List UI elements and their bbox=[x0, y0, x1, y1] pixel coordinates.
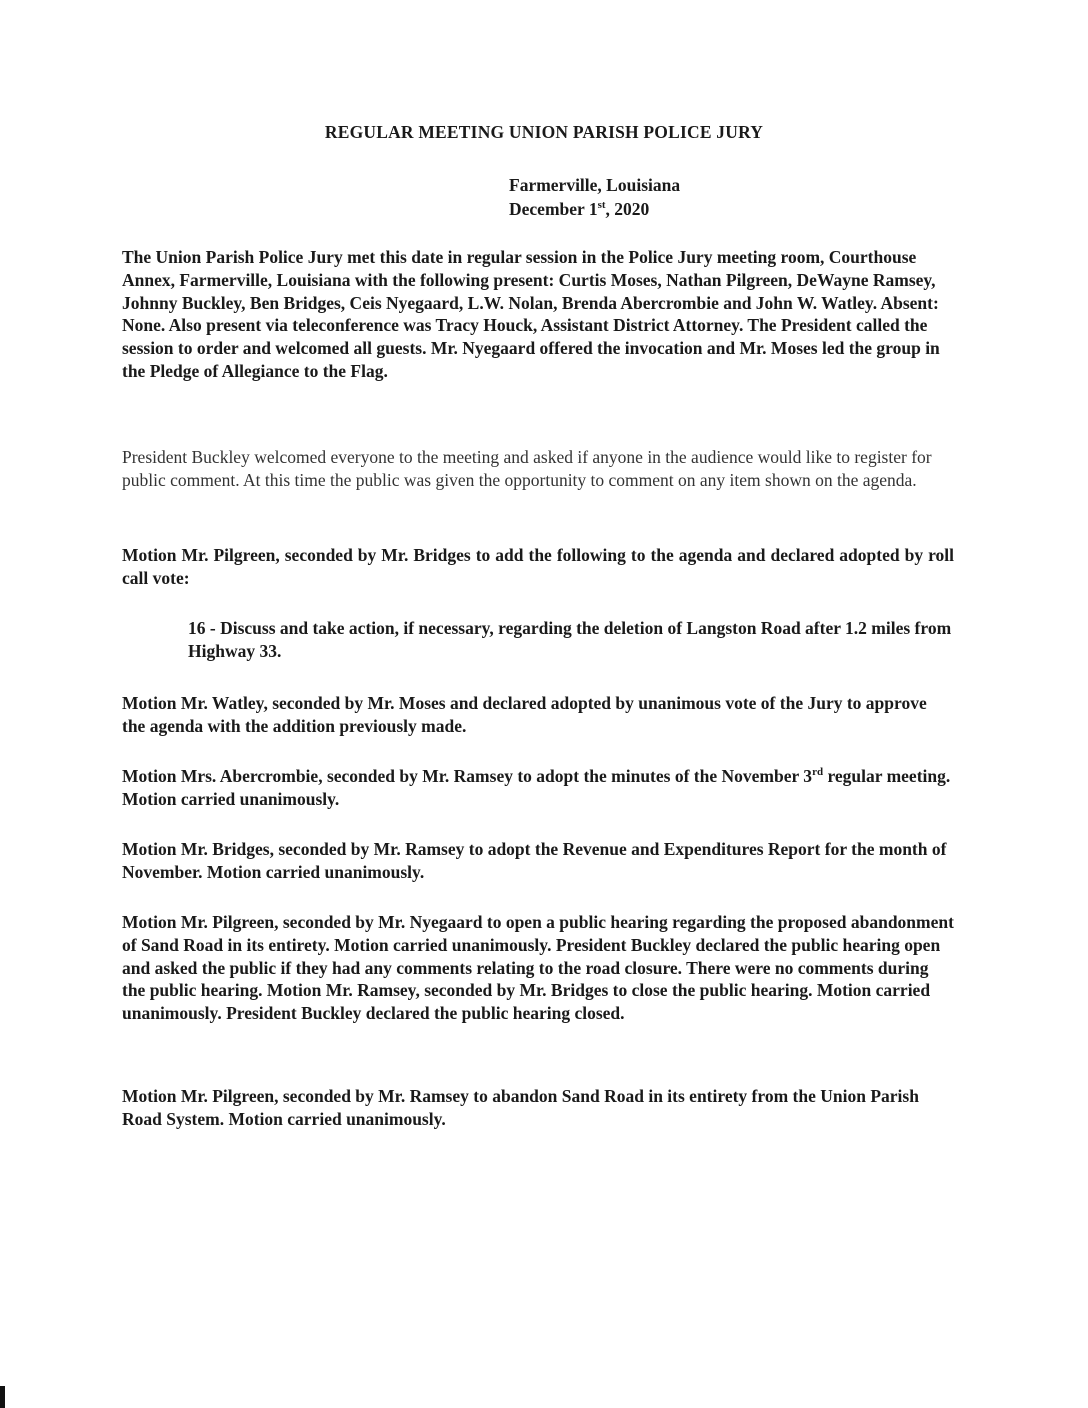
meeting-date bbox=[509, 197, 680, 221]
minutes-text-b: regular meeting. Motion carried unanimously. bbox=[122, 766, 951, 809]
minutes-ordinal: rd bbox=[812, 766, 824, 779]
minutes-text-a: Motion Mrs. Abercrombie, seconded by Mr. Ramsey to adopt the minutes of the November 3 bbox=[122, 766, 813, 786]
paragraph-adopt-minutes bbox=[122, 765, 954, 811]
paragraph-revenue-report: Motion Mr. Bridges, seconded by Mr. Ramsey to adopt the Revenue and Expenditures Report for the month of November. Motion carried unanimously. bbox=[122, 839, 947, 882]
paragraph-abandon-sand-road: Motion Mr. Pilgreen, seconded by Mr. Ramsey to abandon Sand Road in its entirety from the Union Parish Road System. Motion carried unanimously. bbox=[122, 1086, 919, 1129]
paragraph-public-comment: President Buckley welcomed everyone to the meeting and asked if anyone in the audience would like to register for public comment. At this time the public was given the opportunity to comment on any item shown on the agenda. bbox=[122, 447, 932, 490]
paragraph-agenda-addition-motion: Motion Mr. Pilgreen, seconded by Mr. Bridges to add the following to the agenda and declared adopted by roll call vote: bbox=[122, 545, 954, 588]
scan-edge-mark bbox=[0, 1386, 5, 1408]
paragraph-public-hearing: Motion Mr. Pilgreen, seconded by Mr. Nyegaard to open a public hearing regarding the proposed abandonment of Sand Road in its entirety. Motion carried unanimously. President Buckley declared the public hearing open and asked the public if they had any comments relating to the road closure. There were no comments during the public hearing. Motion Mr. Ramsey, seconded by Mr. Bridges to close the public hearing. Motion carried unanimously. President Buckley declared the public hearing closed. bbox=[122, 912, 954, 1024]
meeting-date-day: December 1 bbox=[509, 199, 598, 219]
document-title: REGULAR MEETING UNION PARISH POLICE JURY bbox=[324, 122, 764, 142]
meeting-location: Farmerville, Louisiana bbox=[509, 175, 681, 195]
paragraph-attendance: The Union Parish Police Jury met this date in regular session in the Police Jury meeting room, Courthouse Annex, Farmerville, Louisiana with the following present: Curtis Moses, Nathan Pilgreen, DeWayne Ramsey, Johnny Buckley, Ben Bridges, Ceis Nyegaard, L.W. Nolan, Brenda Abercrombie and John W. Watley. Absent: None. Also present via teleconference was Tracy Houck, Assistant District Attorney. The President called the session to order and welcomed all guests. Mr. Nyegaard offered the invocation and Mr. Moses led the group in the Pledge of Allegiance to the Flag. bbox=[122, 247, 940, 381]
location-date-block bbox=[509, 173, 680, 221]
paragraph-approve-agenda: Motion Mr. Watley, seconded by Mr. Moses and declared adopted by unanimous vote of the Jury to approve the agenda with the addition previously made. bbox=[122, 693, 927, 736]
agenda-item-16: 16 - Discuss and take action, if necessary, regarding the deletion of Langston Road after 1.2 miles from Highway 33. bbox=[188, 618, 952, 661]
meeting-date-ordinal: st bbox=[597, 199, 606, 212]
meeting-date-year: , 2020 bbox=[605, 199, 650, 219]
